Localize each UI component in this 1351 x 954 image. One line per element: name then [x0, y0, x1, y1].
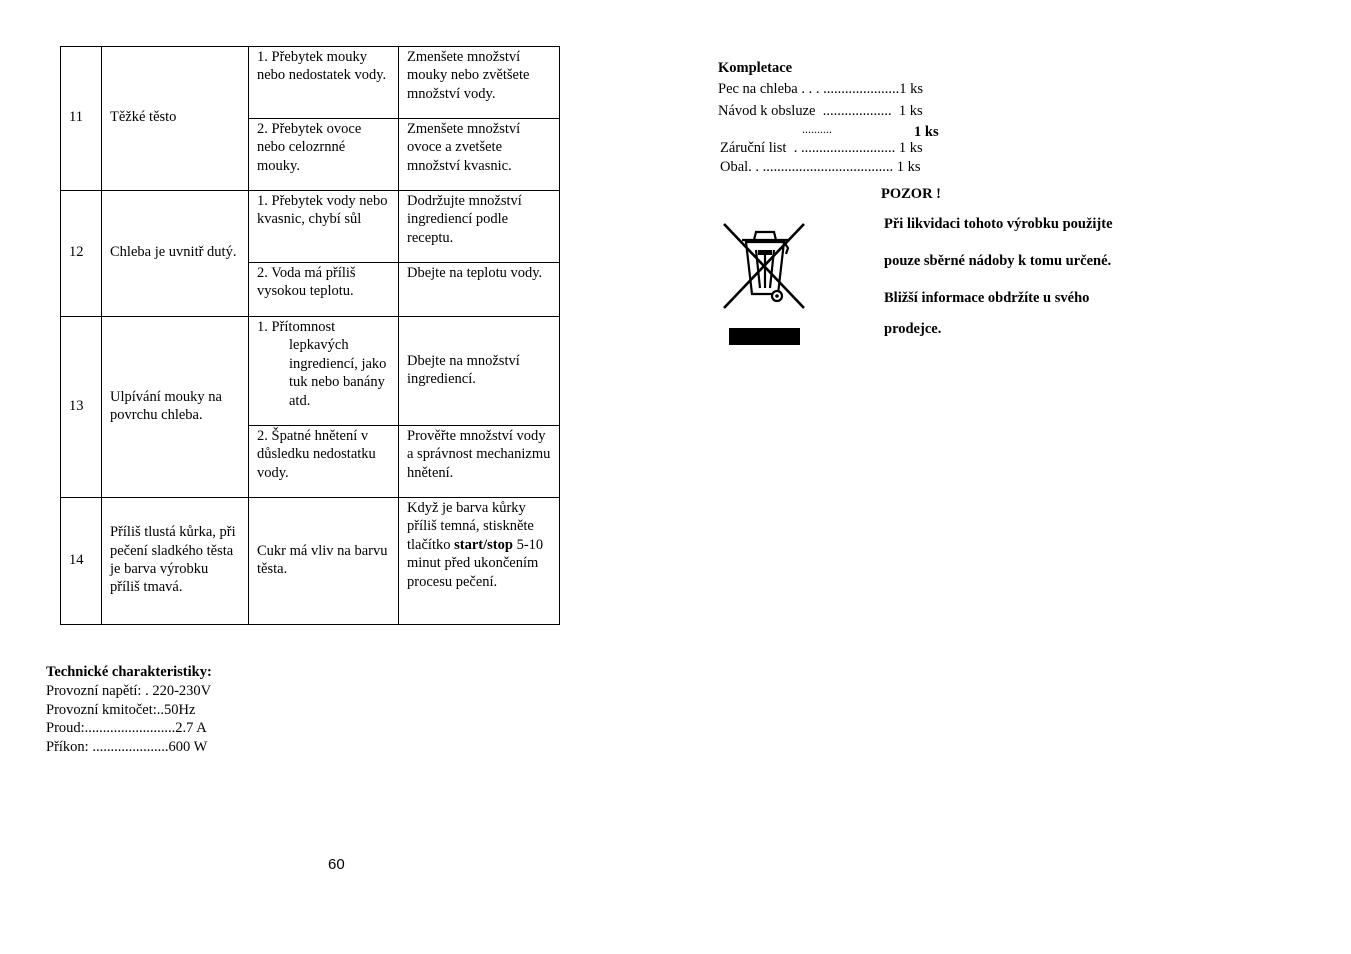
row-number: 14 — [61, 498, 102, 625]
table-row — [61, 47, 560, 119]
tech-line: Provozní kmitočet:..50Hz — [46, 701, 196, 718]
technical-specs — [46, 663, 212, 757]
kompletace-line: Pec na chleba . . . .....................1 ks — [718, 81, 923, 97]
solution-cell: Prověřte množství vody a správnost mechanizmu hnětení. — [399, 426, 560, 498]
cause-first-line: 1. Přítomnost — [257, 319, 336, 335]
warning-line: pouze sběrné nádoby k tomu určené. — [884, 253, 1112, 269]
kompletace-qty: 1 ks — [914, 124, 939, 140]
cause-cell: 1. Přebytek mouky nebo nedostatek vody. — [249, 47, 399, 119]
warning-line: prodejce. — [884, 321, 942, 337]
solution-text: Když je barva kůrky příliš temná, stiskněte tlačítko — [407, 500, 534, 553]
solution-cell: Zmenšete množství ovoce a zvetšete množství kvasnic. — [399, 119, 560, 191]
tech-line: Provozní napětí: . 220-230V — [46, 682, 212, 699]
row-number: 12 — [61, 191, 102, 317]
kompletace-line: Obal. . .................................... 1 ks — [720, 159, 921, 175]
cause-cell: Cukr má vliv na barvu těsta. — [249, 498, 399, 625]
cause-cell — [249, 317, 399, 426]
kompletace-line: Návod k obsluze ................... 1 ks — [718, 103, 923, 119]
kompletace-dots: .......... — [802, 122, 832, 136]
table-row — [61, 317, 560, 426]
start-stop-label: start/stop — [454, 536, 513, 553]
warning-line: Při likvidaci tohoto výrobku použijte — [884, 216, 1113, 232]
tech-line: Proud:.........................2.7 A — [46, 720, 207, 737]
kompletace-line: Záruční list . .......................... 1 ks — [720, 140, 923, 156]
problem-cell: Těžké těsto — [102, 47, 249, 191]
cause-cell: 2. Voda má příliš vysokou teplotu. — [249, 263, 399, 317]
problem-cell: Chleba je uvnitř dutý. — [102, 191, 249, 317]
solution-cell: Dbejte na množství ingrediencí. — [399, 317, 560, 426]
row-number: 11 — [61, 47, 102, 191]
problem-cell: Příliš tlustá kůrka, při pečení sladkého těsta je barva výrobku příliš tmavá. — [102, 498, 249, 625]
solution-cell: Zmenšete množství mouky nebo zvětšete množství vody. — [399, 47, 560, 119]
tech-line: Příkon: .....................600 W — [46, 739, 208, 756]
page-number: 60 — [328, 856, 345, 873]
weee-black-bar — [729, 328, 800, 345]
row-number: 13 — [61, 317, 102, 498]
warning-line: Bližší informace obdržíte u svého — [884, 290, 1090, 306]
kompletace-heading: Kompletace — [718, 60, 793, 76]
cause-cell: 2. Přebytek ovoce nebo celozrnné mouky. — [249, 119, 399, 191]
problem-cell: Ulpívání mouky na povrchu chleba. — [102, 317, 249, 498]
solution-cell: Dbejte na teplotu vody. — [399, 263, 560, 317]
troubleshooting-table — [60, 46, 560, 625]
cause-cell: 2. Špatné hnětení v důsledku nedostatku vody. — [249, 426, 399, 498]
crossed-out-wheelie-bin-icon — [720, 220, 808, 312]
solution-cell: Dodržujte množství ingrediencí podle receptu. — [399, 191, 560, 263]
table-row — [61, 191, 560, 263]
table-row — [61, 498, 560, 625]
tech-heading: Technické charakteristiky: — [46, 664, 212, 680]
warning-title: POZOR ! — [881, 186, 942, 202]
solution-text-end: 5-10 minut před ukončením procesu pečení. — [407, 536, 544, 590]
solution-cell — [399, 498, 560, 625]
cause-indented-text: lepkavých ingrediencí, jako tuk nebo banány atd. — [289, 337, 387, 409]
cause-cell: 1. Přebytek vody nebo kvasnic, chybí sůl — [249, 191, 399, 263]
